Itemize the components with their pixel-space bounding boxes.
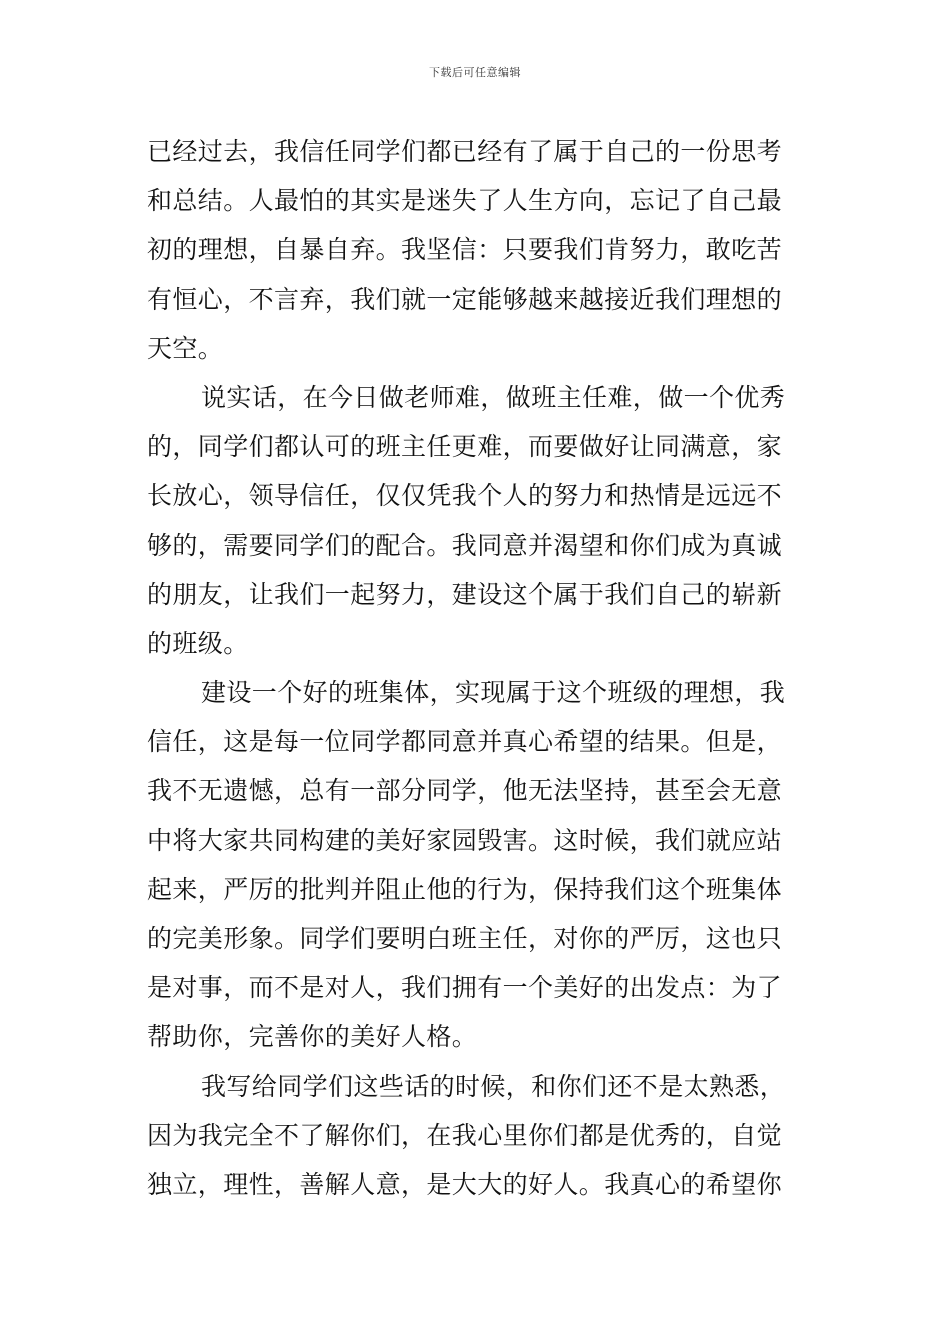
text-line: 的朋友，让我们一起努力，建设这个属于我们自己的崭新 [147, 579, 783, 609]
text-line: 独立，理性，善解人意，是大大的好人。我真心的希望你 [147, 1169, 783, 1199]
text-line: 信任，这是每一位同学都同意并真心希望的结果。但是， [147, 727, 783, 757]
paragraph-first-line: 我写给同学们这些话的时候，和你们还不是太熟悉， [201, 1071, 786, 1101]
text-line: 的完美形象。同学们要明白班主任，对你的严厉，这也只 [147, 924, 783, 953]
text-line: 已经过去，我信任同学们都已经有了属于自己的一份思考 [147, 137, 783, 166]
paragraph-first-line: 建设一个好的班集体，实现属于这个班级的理想，我 [201, 678, 786, 708]
text-line: 中将大家共同构建的美好家园毁害。这时候，我们就应站 [147, 825, 783, 855]
document-body [147, 127, 807, 1209]
text-line: 因为我完全不了解你们，在我心里你们都是优秀的，自觉 [147, 1120, 783, 1150]
text-line: 和总结。人最怕的其实是迷失了人生方向，忘记了自己最 [147, 186, 783, 216]
text-line: 的班级。 [147, 628, 249, 658]
page-header: 下载后可任意编辑 [429, 66, 521, 79]
text-line: 我不无遗憾，总有一部分同学，他无法坚持，甚至会无意 [147, 776, 783, 806]
text-line: 初的理想，自暴自弃。我坚信：只要我们肯努力，敢吃苦 [147, 235, 783, 265]
text-line: 起来，严厉的批判并阻止他的行为，保持我们这个班集体 [147, 874, 783, 904]
paragraph-first-line: 说实话，在今日做老师难，做班主任难，做一个优秀 [201, 382, 786, 412]
text-line: 帮助你，完善你的美好人格。 [147, 1022, 478, 1052]
text-line: 长放心，领导信任，仅仅凭我个人的努力和热情是远远不 [147, 481, 783, 511]
text-line: 的，同学们都认可的班主任更难，而要做好让同满意，家 [147, 432, 783, 462]
text-line: 够的，需要同学们的配合。我同意并渴望和你们成为真诚 [147, 530, 783, 560]
text-line: 天空。 [147, 333, 224, 363]
text-line: 是对事，而不是对人，我们拥有一个美好的出发点：为了 [147, 973, 783, 1003]
text-line: 有恒心，不言弃，我们就一定能够越来越接近我们理想的 [147, 284, 783, 314]
